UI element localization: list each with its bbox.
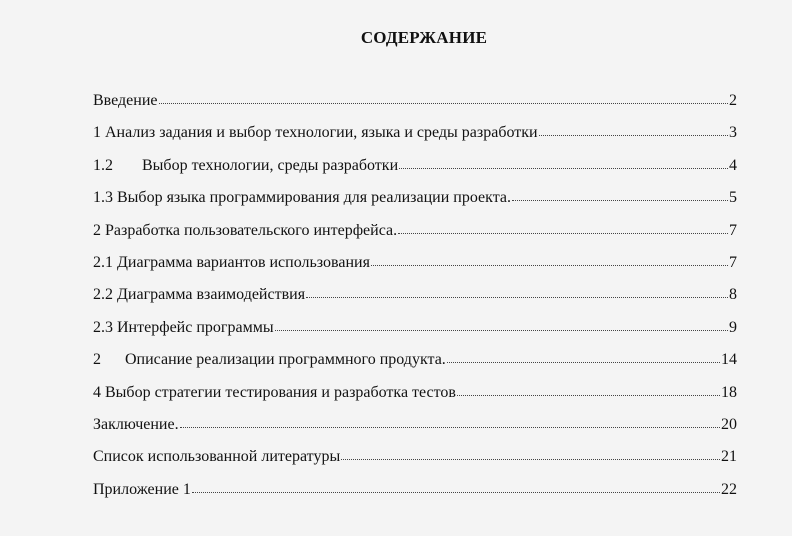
table-of-contents — [93, 91, 737, 512]
toc-entry-introduction — [93, 91, 737, 123]
toc-entry-label: Описание реализации программного продукта. — [125, 351, 446, 369]
toc-entry-section-2-1 — [93, 253, 737, 285]
toc-entry-label: 2.3 Интерфейс программы — [93, 318, 274, 336]
toc-entry-section-2-3 — [93, 318, 737, 350]
toc-leader-dots — [512, 188, 728, 202]
toc-leader-dots — [275, 318, 728, 332]
toc-leader-dots — [192, 480, 720, 494]
toc-entry-page: 9 — [729, 318, 737, 336]
toc-leader-dots — [539, 123, 728, 137]
toc-entry-section-3 — [93, 350, 737, 382]
toc-entry-section-1-3 — [93, 188, 737, 220]
toc-entry-label: 2.1 Диаграмма вариантов использования — [93, 253, 370, 271]
toc-leader-dots — [159, 91, 729, 105]
toc-entry-section-1 — [93, 123, 737, 155]
toc-entry-conclusion — [93, 415, 737, 447]
toc-entry-label: Список использованной литературы — [93, 448, 341, 466]
toc-entry-number: 2 — [93, 351, 101, 369]
toc-leader-dots — [447, 350, 720, 364]
toc-entry-label: 2 Разработка пользовательского интерфейса. — [93, 221, 398, 239]
toc-entry-page: 3 — [729, 124, 737, 142]
toc-leader-dots — [457, 383, 720, 397]
toc-leader-dots — [371, 253, 728, 267]
toc-entry-section-2-2 — [93, 285, 737, 317]
toc-entry-page: 18 — [721, 383, 737, 401]
toc-leader-dots — [341, 447, 720, 461]
toc-entry-label: 1 Анализ задания и выбор технологии, языка и среды разработки — [93, 124, 538, 142]
toc-entry-page: 4 — [729, 156, 737, 174]
toc-entry-page: 2 — [729, 92, 737, 109]
toc-entry-section-1-2 — [93, 156, 737, 188]
toc-entry-page: 20 — [721, 415, 737, 433]
toc-entry-page: 7 — [729, 253, 737, 271]
toc-entry-section-4 — [93, 383, 737, 415]
toc-entry-page: 22 — [721, 480, 737, 498]
toc-entry-page: 5 — [729, 189, 737, 207]
toc-leader-dots — [306, 285, 728, 299]
toc-leader-dots — [398, 221, 728, 235]
toc-entry-page: 14 — [721, 351, 737, 369]
toc-leader-dots — [399, 156, 728, 170]
toc-entry-references — [93, 447, 737, 479]
toc-entry-page: 7 — [729, 221, 737, 239]
toc-entry-label: 4 Выбор стратегии тестирования и разработка тестов — [93, 383, 456, 401]
toc-leader-dots — [180, 415, 720, 429]
toc-entry-page: 21 — [721, 448, 737, 466]
page-title: СОДЕРЖАНИЕ — [360, 28, 488, 47]
toc-entry-label: 2.2 Диаграмма взаимодействия — [93, 286, 306, 304]
toc-entry-page: 8 — [729, 286, 737, 304]
toc-entry-appendix-1 — [93, 480, 737, 512]
toc-entry-label: Заключение. — [93, 415, 179, 433]
toc-entry-number: 1.2 — [93, 156, 113, 174]
toc-entry-label: Введение — [93, 92, 158, 109]
toc-entry-label: Приложение 1 — [93, 480, 191, 498]
toc-entry-label: Выбор технологии, среды разработки — [142, 156, 399, 174]
toc-entry-section-2 — [93, 221, 737, 253]
toc-entry-label: 1.3 Выбор языка программирования для реализации проекта. — [93, 189, 511, 207]
